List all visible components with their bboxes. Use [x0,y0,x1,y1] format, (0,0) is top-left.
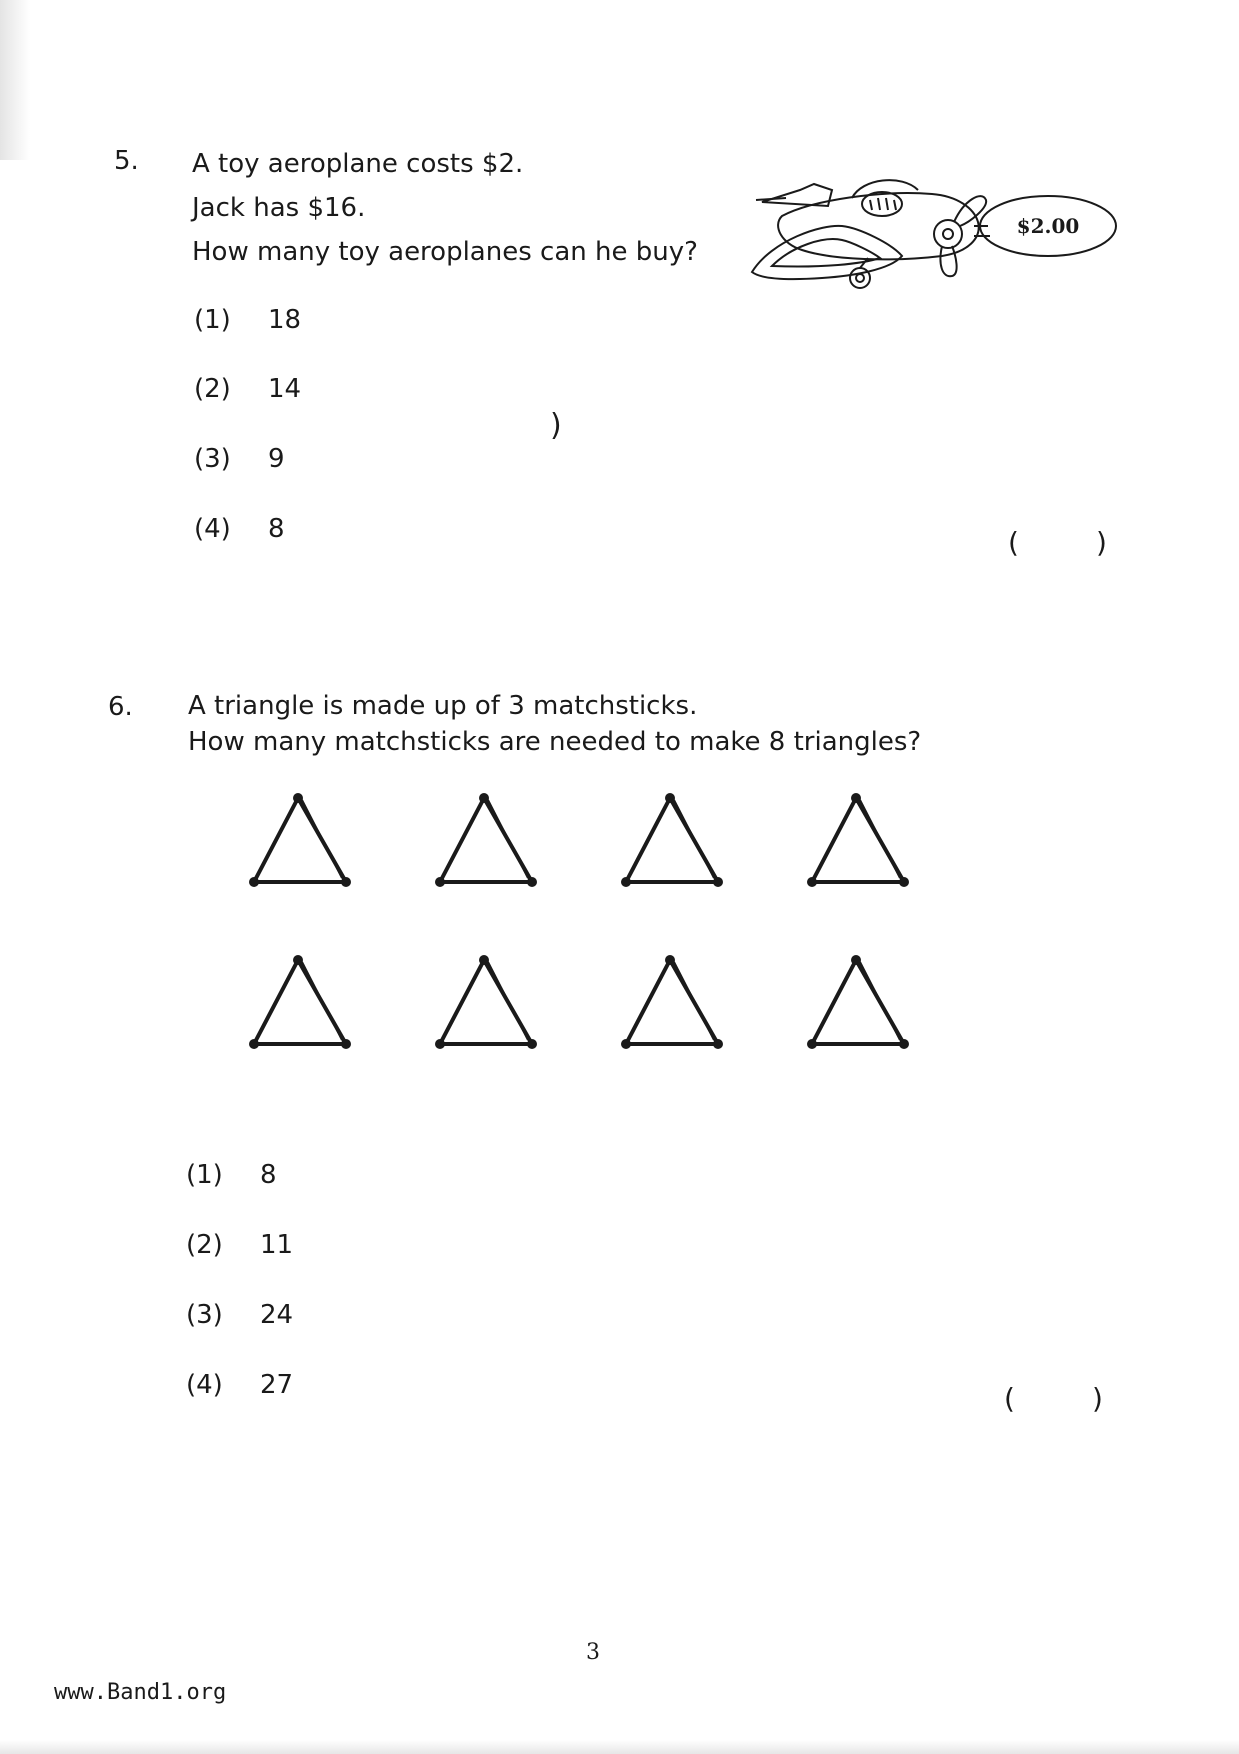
matchstick-triangle-icon [435,793,537,887]
scan-shadow-bottom [0,1740,1239,1754]
option-value: 24 [260,1300,294,1330]
option-label: (2) [186,1230,223,1260]
question-5-option-4[interactable] [194,514,285,544]
scan-shadow [0,0,30,160]
page-number: 3 [586,1640,600,1665]
question-5-line-1: A toy aeroplane costs $2. [192,149,524,179]
option-value: 8 [268,514,285,544]
question-6-option-4[interactable] [186,1370,293,1400]
option-value: 18 [268,305,302,335]
question-5-number: 5. [114,146,139,176]
toy-aeroplane-icon [742,160,1122,300]
question-6-option-1[interactable] [186,1160,277,1190]
matchstick-triangles-figure [230,780,930,1080]
answer-open-bracket: ( [1008,526,1019,559]
question-5-option-2[interactable] [194,374,301,404]
option-value: 8 [260,1160,277,1190]
question-6-option-2[interactable] [186,1230,293,1260]
option-label: (3) [186,1300,223,1330]
footer-url: www.Band1.org [54,1680,227,1705]
matchstick-triangle-icon [249,955,351,1049]
matchstick-triangle-icon [807,955,909,1049]
question-5-option-1[interactable] [194,305,301,335]
matchstick-triangle-icon [249,793,351,887]
question-5-text [192,142,698,274]
question-6-option-3[interactable] [186,1300,293,1330]
option-label: (1) [194,305,231,335]
matchstick-triangle-icon [435,955,537,1049]
price-tag-label: $2.00 [1016,214,1080,238]
matchstick-triangle-icon [621,793,723,887]
matchstick-triangle-icon [621,955,723,1049]
question-6-line-1: A triangle is made up of 3 matchsticks. [188,691,698,721]
answer-open-bracket: ( [1004,1382,1015,1415]
answer-close-bracket: ) [1092,1382,1103,1415]
option-label: (2) [194,374,231,404]
matchstick-triangle-icon [807,793,909,887]
question-6-line-2: How many matchsticks are needed to make 8 triangles? [188,727,922,757]
answer-close-bracket: ) [1096,526,1107,559]
option-value: 9 [268,444,285,474]
option-label: (4) [194,514,231,544]
question-5-line-2: Jack has $16. [192,193,366,223]
option-label: (3) [194,444,231,474]
question-6-text [188,688,921,760]
question-5-line-3: How many toy aeroplanes can he buy? [192,237,698,267]
question-5-option-3[interactable] [194,444,285,474]
option-label: (4) [186,1370,223,1400]
option-value: 11 [260,1230,294,1260]
option-label: (1) [186,1160,223,1190]
stray-mark: ) [550,408,562,443]
option-value: 27 [260,1370,294,1400]
question-6-number: 6. [108,692,133,722]
option-value: 14 [268,374,302,404]
